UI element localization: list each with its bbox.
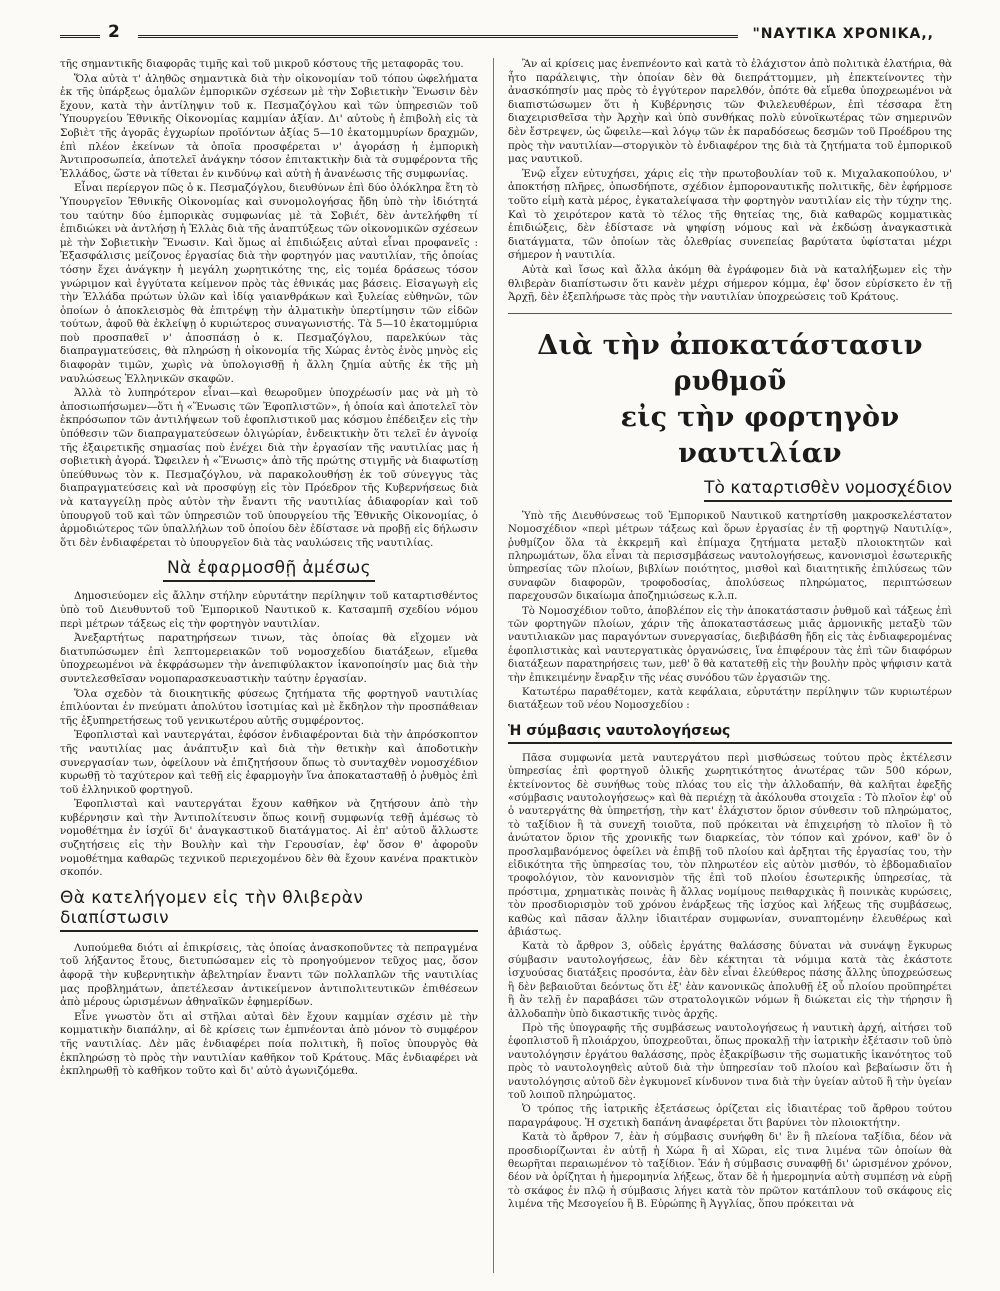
right-column bbox=[508, 58, 952, 1283]
column-divider bbox=[493, 58, 494, 1273]
article-title-line-1: Διὰ τὴν ἀποκατάστασιν ρυθμοῦ bbox=[537, 329, 923, 397]
paragraph: Ὅλα σχεδὸν τὰ διοικητικῆς φύσεως ζητήματα τῆς φορτηγοῦ ναυτιλίας ἐπιλύονται ἐν πνεύματι ἀπολύτου ἰσοτιμίας καὶ μὲ ἔκδηλον τὴν προσπάθειαν τῆς ἐξυπηρετήσεως τοῦ γενικωτέρου αὐτῆς συμφέροντος. bbox=[60, 687, 478, 727]
section-heading-apply-immediately bbox=[60, 558, 478, 580]
paragraph: Πᾶσα συμφωνία μετὰ ναυτεργάτου περὶ μισθώσεως τούτου πρὸς ἐκτέλεσιν ὑπηρεσίας ἐπὶ φορτηγοῦ ὁλικῆς χωρητικότητος ἀνωτέρας τῶν 500 κόρων, ἐκτείνοντος δὲ συνήθως τοὺς πλόας του εἰς τὴν ἀλλοδαπήν, θὰ καλῆται ἐφεξῆς «σύμβασις ναυτολογήσεως» καὶ θὰ περιέχῃ τὰ ἀκόλουθα στοιχεῖα : Τὸ πλοῖον ἐφ' οὗ ὁ ναυτεργάτης θὰ ὑπηρετήσῃ, τὴν κατ' ἐλάχιστον ὅριον σύνθεσιν τοῦ πληρώματος, τὸ ταξίδιον ἢ τὰ συνεχῆ τοιοῦτα, ποῦ πρόκειται νὰ ἐπιχειρήσῃ τὸ πλοῖον ἢ τὸ ἀνώτατον ὅριον τῆς χρονικῆς των διαρκείας, τὸν τόπον καὶ χρόνον, καθ' ὃν ὁ προσλαμβανόμενος ὀφείλει νὰ ἐπιβῇ τοῦ πλοίου καὶ ἀρξηται τῆς ἐργασίας του, τὴν εἰδικότητα τῆς ὑπηρεσίας του, τὸν πληρωτέον εἰς αὐτὸν μισθόν, τὸ ἐβδομαδιαῖον τροφολόγιον, τὸν κανονισμὸν τῆς ἐπὶ τοῦ πλοίου ἐσωτερικῆς ὑπηρεσίας, τὰ πρόστιμα, χρηματικὰς ποινὰς ἢ ἄλλας νομίμους πειθαρχικὰς ἢ ποινικὰς κυρώσεις, τὸν προσδιορισμὸν τοῦ χρόνου ἐνάρξεως τῆς ἰσχύος καὶ λήξεως τῆς συμβάσεως, καθὼς καὶ πᾶσαν ἄλλην ἰδιαιτέραν συμφωνίαν, συναπτομένην ἐλευθέρως καὶ ἀβιάστως. bbox=[508, 752, 952, 939]
paragraph: τῆς σημαντικῆς διαφορᾶς τιμῆς καὶ τοῦ μικροῦ κόστους τῆς μεταφορᾶς του. bbox=[60, 58, 464, 70]
article-title bbox=[508, 328, 952, 472]
page-header bbox=[60, 22, 952, 52]
left-column bbox=[60, 58, 478, 1283]
paragraph: Ἀνεξαρτήτως παρατηρήσεων τινων, τὰς ὁποίας θὰ εἴχομεν νὰ διατυπώσωμεν ἐπὶ λεπτομερειακῶν τοῦ νομοσχεδίου διατάξεων, εἴμεθα ὑποχρεωμένοι νὰ ἐκφράσωμεν τὴν ἀνεπιφύλακτον ἱκανοποίησίν μας διὰ τὴν συντελεσθεῖσαν νομοπαρασκευαστικὴν ταύτην ἐργασίαν. bbox=[60, 632, 478, 685]
left-intro bbox=[60, 58, 478, 550]
section-contract bbox=[508, 752, 952, 1212]
paragraph: Κατωτέρω παραθέτομεν, κατὰ κεφάλαια, εὐρυτάτην περίληψιν τῶν κυριωτέρων διατάξεων τοῦ νέου Νομοσχεδίου : bbox=[508, 686, 952, 712]
paragraph: Δημοσιεύομεν εἰς ἄλλην στήλην εὐρυτάτην περίληψιν τοῦ καταρτισθέντος ὑπὸ τοῦ Διευθυντοῦ τοῦ Ἐμπορικοῦ Ναυτικοῦ κ. Κατσαμπῆ σχεδίου νόμου περὶ μέτρων τάξεως εἰς τὴν φορτηγὸν ναυτιλίαν. bbox=[60, 590, 478, 630]
paragraph: Ὑπὸ τῆς Διευθύνσεως τοῦ Ἐμπορικοῦ Ναυτικοῦ κατηρτίσθη μακροσκελέστατον Νομοσχέδιον «περὶ μέτρων τάξεως καὶ ὅρων ἐργασίας ἐν τῇ φορτηγῷ Ναυτιλίᾳ», ῥυθμίζον ὅλα τὰ ἐκκρεμῆ καὶ ἐπίμαχα ζητήματα μεταξὺ πλοιοκτητῶν καὶ πληρωμάτων, ὅλα εἶναι τὰ περισσμβάσεως ναυτολογήσεως, κανονισμοὶ ἐσωτερικῆς ὑπηρεσίας τῶν πλοίων, βιβλίων ποιότητος, μισθοὶ καὶ διαιτητικῆς ἐπιλύσεως τῶν συναφῶν διαφορῶν, τροφοδοσίας, ἀπολύσεως πληρώματος, περιπτώσεων παρεχουσῶν δικαίωμα ἀποζημιώσεως κ.λ.π. bbox=[508, 510, 952, 603]
paragraph: Ἐνῷ εἶχεν εὐτυχήσει, χάρις εἰς τὴν πρωτοβουλίαν τοῦ κ. Μιχαλακοπούλου, ν' ἀποκτήσῃ πλῆρες, ὁπωσδήποτε, σχέδιον ἐμποροναυτικῆς πολιτικῆς, δὲν ἐφήρμοσε τοῦτο εἰμὴ κατὰ μέρος, ἐγκαταλείψασα τὴν φορτηγὸν ναυτιλίαν εἰς τὴν τύχην της. Καὶ τὸ χειρότερον κατὰ τὸ τέλος τῆς θητείας της, διὰ καθαρῶς κομματικὰς ἐπιδιώξεις, δὲν ἐδίστασε νὰ ψηφίσῃ νόμους καὶ νὰ ἐκδώσῃ ἀναγκαστικὰ διατάγματα, τῶν ὁποίων τὰς ὀλεθρίας συνεπείας βαρύτατα ὑφίσταται μέχρι σήμερον ἡ ναυτιλία. bbox=[508, 167, 952, 262]
paragraph: Κατὰ τὸ ἄρθρον 7, ἐὰν ἡ σύμβασις συνήφθη δι' ἓν ἢ πλείονα ταξίδια, δέον νὰ προσδιορίζωνται ἐν αὐτῇ ἡ Χώρα ἢ αἱ Χῶραι, εἰς τινα λιμένα τῶν ὁποίων θὰ θεωρῆται περαιωμένον τὸ ταξίδιον. Ἐάν ἡ σύμβασις συναφθῇ δι' ὡρισμένον χρόνον, δέον νὰ ὁρίζηται ἡ ἡμερομηνία λήξεως, ὅταν δὲ ἡ ἡμερομηνία αὐτὴ συμπέσῃ νὰ εὑρῇ τὸ σκάφος ἐν πλῷ ἡ σύμβασις λήγει κατὰ τὸν πρῶτον κατάπλουν τοῦ σκάφους εἰς λιμένα τῆς Μεσογείου ἢ Β. Εὐρώπης ἢ Ἀγγλίας, ὅπου πρόκειται νὰ bbox=[508, 1132, 952, 1211]
paragraph: Κατὰ τὸ ἄρθρον 3, οὐδεὶς ἐργάτης θαλάσσης δύναται νὰ συνάψῃ ἔγκυρως σύμβασιν ναυτολογήσεως, ἐὰν δὲν κέκτηται τὰ νόμιμα κατὰ τὰς ἑκάστοτε ἰσχυούσας διατάξεις προσόντα, ἐὰν δὲν εἶναι ἐλεύθερος πάσης ἄλλης ὑποχρεώσεως ἢ δὲν βεβαιοῦται δεόντως ὅτι ἐξ' ἐὰν κανονικῶς ἀπολυθῇ ἐξ οὗ πλοίου προϋπηρέτει ἢ ἂν τελῇ ἐν παραβάσει τῶν στρατολογικῶν νόμων ἢ διώκεται εἰς τὴν τήρησιν ἢ ἀλλοδαπὴν ὑπὸ δικαστικῆς τινὸς ἀρχῆς. bbox=[508, 941, 952, 1020]
paragraph: Ἂν αἱ κρίσεις μας ἐνεπνέοντο καὶ κατὰ τὸ ἐλάχιστον ἀπὸ πολιτικὰ ἐλατήρια, θὰ ἦτο παράλειψις, τὴν ὁποίαν δὲν θὰ διεπράττομμεν, μὴ ἐπεκτείνοντες τὴν ἀνασκόπησίν μας πρὸς τὸ ἐγγύτερον παρελθόν, ὁπότε θὰ εἴμεθα ὑποχρεωμένοι νὰ διαπιστώσωμεν ὅτι ἡ Κυβέρνησις τῶν Φιλελευθέρων, ἐπὶ τέσσαρα ἔτη διαχειρισθεῖσα τὴν Ἀρχὴν καὶ ὑπὸ συνθήκας πολὺ εὐνοϊκωτέρας τῶν σημερινῶν δὲν ἔστρεψεν, ὡς ὤφειλε—καὶ λόγῳ τῶν ἐκ παραδόσεως δεσμῶν τοῦ Προέδρου της πρὸς τὴν ναυτιλίαν—στοργικὸν τὸ ἐνδιαφέρον της διὰ τὰ ζητήματα τοῦ ἐμπορικοῦ μας ναυτικοῦ. bbox=[508, 58, 952, 166]
paragraph: Ὅλα αὐτὰ τ' ἀληθῶς σημαντικὰ διὰ τὴν οἰκονομίαν τοῦ τόπου ὠφελήματα ἐκ τῆς ὑπάρξεως ὁμαλῶν ἐμπορικῶν σχέσεων μὲ τὴν Σοβιετικὴν Ἕνωσιν δὲν ἔχουν, κατὰ τὴν ἀντίληψιν τοῦ κ. Πεσμαζόγλου καὶ τῶν ὑπηρεσιῶν τοῦ Ὑπουργείου Ἐθνικῆς Οἰκονομίας καμμίαν ἀξίαν. Δι' αὐτοὺς ἡ ἐπιβολὴ εἰς τὰ Σοβιὲτ τῆς ἀγορᾶς ἐγχωρίων προϊόντων ἀξίας 5—10 ἑκατομμυρίων δραχμῶν, ἐπὶ πλέον ἐκείνων τὰ ὁποῖα προσφέρεται ν' ἀγοράσῃ ἡ ἐμπορικὴ Ἀντιπροσωπεία, ἀποτελεῖ ἀνάγκην τόσον ἐπιτακτικὴν διὰ τὰ συμφέροντα τῆς Ἑλλάδος, ὥστε νὰ τίθεται ἐν κινδύνῳ καὶ αὐτὴ ἡ ἀνανέωσις τῆς συμφωνίας. bbox=[60, 72, 478, 180]
section-apply-immediately bbox=[60, 590, 478, 879]
article-body bbox=[508, 510, 952, 713]
section-sad-conclusion bbox=[60, 942, 478, 1079]
paragraph: Ἀλλὰ τὸ λυπηρότερον εἶναι—καὶ θεωροῦμεν ὑποχρέωσίν μας νὰ μὴ τὸ ἀποσιωπήσωμεν—ὅτι ἡ «Ἕνωσις τῶν Ἐφοπλιστῶν», ἡ ὁποία καὶ ἀποτελεῖ τὸν ἐκπρόσωπον τῶν ἀντιλήψεων τοῦ ἐφοπλιστικοῦ μας κόσμου ἐπέδειξεν εἰς τὴν ὑπόθεσιν τῶν διαπραγματεύσεων ὀλιγώρίαν, ἐνδεικτικὴν ὅτι τελεῖ ἐν ἀγνοίᾳ τῆς ἐξαιρετικῆς σημασίας ποὺ ἐνέχει διὰ τὴν ἐργασίαν τῆς ναυτιλίας μας ἡ σοβιετικὴ ἀγορά. Ὤφειλεν ἡ «Ἕνωσις» ἀπὸ τῆς πρώτης στιγμῆς νὰ διαφωτίσῃ ὑπεύθυνως τὸν κ. Πεσμαζόγλου, νὰ παρακολουθήσῃ ἐκ τοῦ σύνεγγυς τὰς διαπραγματεύσεις καὶ νὰ προσφύγῃ εἰς τὸν Πρόεδρον τῆς Κυβερνήσεως διὰ νὰ καταγγείλῃ πρὸς αὐτὸν τὴν ἔναντι τῆς ναυτιλίας ἀδιαφορίαν καὶ τοῦ ὑπουργοῦ τοῦ καὶ τῶν ὑπηρεσιῶν τοῦ ὑπουργείου τῆς Ἐθνικῆς Οἰκονομίας, ὁ ἁρμοδιώτερος τῶν ὑπαλλήλων τοῦ ὁποίου δὲν ἐδίστασε νὰ προβῇ εἰς δήλωσιν ὅτι δὲν ἐνδιαφέρεται τὸ ὑπουργεῖον διὰ τὰς ναυλώσεις τῆς ναυτιλίας. bbox=[60, 387, 478, 549]
article-subtitle bbox=[508, 478, 952, 498]
page-number: 2 bbox=[108, 22, 120, 42]
header-rule-left bbox=[60, 35, 100, 38]
paragraph: Τὸ Νομοσχέδιον τοῦτο, ἀποβλέπον εἰς τὴν ἀποκατάστασιν ῥυθμοῦ καὶ τάξεως ἐπὶ τῶν φορτηγῶν πλοίων, χάριν τῆς ἀποκαταστάσεως μιᾶς ἁρμονικῆς μεταξὺ τῶν ναυτιλιακῶν μας παραγόντων συνεργασίας, διεβιβάσθη ἤδη εἰς τὰς ἐνδιαφερομένας ἐφοπλιστικὰς καὶ ναυτεργατικὰς ὀργανώσεις, ἵνα ἐπιφέρουν τὰς ἐπὶ τῶν διαφόρων διατάξεων παρατηρήσεις των, μεθ' ὃ θὰ κατατεθῇ εἰς τὴν βουλὴν πρὸς ψήφισιν κατὰ τὴν ἐπικειμένην ἔναρξιν τῆς νέας συνόδου τῶν ἐργασιῶν της. bbox=[508, 605, 952, 684]
article-top-rule bbox=[508, 313, 952, 314]
paragraph: Αὐτὰ καὶ ἴσως καὶ ἄλλα ἀκόμη θὰ ἐγράφομεν διὰ νὰ καταλήξωμεν εἰς τὴν θλιβερὰν διαπίστωσιν ὅτι κανὲν μέχρι σήμερον κόμμα, ἐφ' ὅσον εὑρίσκετο ἐν τῇ Ἀρχῇ, δὲν ἐξεπλήρωσε τὰς πρὸς τὴν ναυτιλίαν ὑποχρεώσεις τοῦ Κράτους. bbox=[508, 263, 952, 304]
paragraph: Εἶνε γνωστὸν ὅτι αἱ στῆλαι αὐταὶ δὲν ἔχουν καμμίαν σχέσιν μὲ τὴν κομματικὴν διαπάλην, αἱ δὲ κρίσεις των ἐμπνέονται ἀπὸ μόνον τὸ συμφέρον τῆς ναυτιλίας. Δὲν μᾶς ἐνδιαφέρει ποία πολιτικὴ, ἢ ποῖος ὑπουργὸς θὰ ἐκπληρώσῃ τὸ πρὸς τὴν ναυτιλίαν καθῆκον τοῦ Κράτους. Μᾶς ἐνδιαφέρει νὰ ἐκπληρωθῇ τὸ καθῆκον τοῦτο καὶ δι' αὐτὸ ἀγωνιζόμεθα. bbox=[60, 1010, 478, 1078]
section-heading-sad-conclusion: Θὰ κατελήγομεν εἰς τὴν θλιβερὰν διαπίστωσιν bbox=[60, 888, 478, 932]
newspaper-name: "ΝΑΥΤΙΚΑ ΧΡΟΝΙΚΑ,, bbox=[752, 26, 934, 42]
paragraph: Πρὸ τῆς ὑπογραφῆς τῆς συμβάσεως ναυτολογήσεως ἡ ναυτικὴ ἀρχή, αἰτήσει τοῦ ἐφοπλιστοῦ ἢ πλοιάρχου, ὑποχρεοῦται, ὅπως προκαλῇ τὴν ἰατρικὴν ἐξέτασιν τοῦ ὑπὸ ναυτολόγησιν ἐργάτου θαλάσσης, πρὸς ἐξακρίβωσιν τῆς σωματικῆς ἱκανότητος τοῦ πρὸς τὸ ναυτολογηθεὶς αὐτοῦ διὰ τὴν ὑπηρεσίαν τοῦ πλοίου καὶ βεβαίωσιν ὅτι ἡ ναυτολόγησις αὐτοῦ δὲν ἐγκυμονεῖ κίνδυνον τινα διὰ τὴν ὑγείαν αὐτοῦ ἢ τὴν ὑγείαν τοῦ λοιποῦ πληρώματος. bbox=[508, 1022, 952, 1101]
paragraph: Λυπούμεθα διότι αἱ ἐπικρίσεις, τὰς ὁποίας ἀνασκοποῦντες τὰ πεπραγμένα τοῦ λήξαντος ἔτους, διετυπώσαμεν εἰς τὸ προηγούμενον τεῦχος μας, ὅσον ἀφορᾷ τὴν κυβερνητικὴν ἀβελτηρίαν ἔναντι τῶν πολλαπλῶν τῆς ναυτιλίας μας προβλημάτων, ἀπετέλεσαν ἀντικείμενον ἀντιπολιτευτικῶν ἐπιθέσεων ἀπὸ μέρους ὡρισμένων ἀθηναϊκῶν ἐφημερίδων. bbox=[60, 941, 478, 1009]
paragraph: Ὁ τρόπος τῆς ἰατρικῆς ἐξετάσεως ὁρίζεται εἰς ἰδιαιτέρας τοῦ ἄρθρου τούτου παραγράφους. Ἡ σχετικὴ δαπάνη ἀναφέρεται ὅτι βαρύνει τὸν πλοιοκτήτην. bbox=[508, 1104, 952, 1129]
paragraph: Ἐφοπλισταὶ καὶ ναυτεργάται, ἐφόσον ἐνδιαφέρονται διὰ τὴν ἀπρόσκοπτον τῆς ναυτιλίας μας ἀνάπτυξιν καὶ διὰ τὴν θετικὴν καὶ ἀποδοτικὴν συνεργασίαν των, ὀφείλουν νὰ ἐπιζητήσουν ὅπως τὸ συνταχθὲν νομοσχέδιον κυρωθῇ τὸ ταχύτερον καὶ τεθῇ εἰς ἐφαρμογὴν ἵνα ἀποκατασταθῇ ὁ ῥυθμὸς ἐπὶ τοῦ ἑλληνικοῦ φορτηγοῦ. bbox=[60, 729, 478, 796]
header-rule-middle bbox=[138, 35, 738, 38]
article-title-line-2: εἰς τὴν φορτηγὸν ναυτιλίαν bbox=[620, 401, 900, 469]
section-heading-contract: Ἡ σύμβασις ναυτολογήσεως bbox=[508, 723, 952, 744]
paragraph: Ἐφοπλισταὶ καὶ ναυτεργάται ἔχουν καθῆκον νὰ ζητήσουν ἀπὸ τὴν κυβέρνησιν καὶ τὴν Ἀντιπολίτευσιν ὅπως κοινῇ συμφωνίᾳ τεθῇ ἀμέσως τὸ νομοθέτημα ἐν ἰσχύϊ δι' ἀναγκαστικοῦ διατάγματος. Αἱ ἐπ' αὐτοῦ ἄλλωστε συζητήσεις εἰς τὴν Βουλὴν καὶ τὴν Γερουσίαν, ἐφ' ὅσον θ' ἀφοροῦν νομοθέτημα καθαρῶς τεχνικοῦ περιεχομένου δὲν θὰ ἔχουν κανένα πρακτικὸν σκοπόν. bbox=[60, 798, 478, 879]
section-heading-text: Νὰ ἐφαρμοσθῇ ἀμέσως bbox=[163, 558, 375, 582]
paragraph: Εἶναι περίεργον πῶς ὁ κ. Πεσμαζόγλου, διευθύνων ἐπὶ δύο ὁλόκληρα ἔτη τὸ Ὑπουργεῖον Ἐθνικῆς Οἰκονομίας καὶ συνομολογήσας ἤδη ὑπὸ τὴν ἰδιότητά του ταύτην δύο ἐμπορικὰς συμφωνίας μὲ τὰ Σοβιέτ, δὲν ἀντελήφθη τί ἐπιδιώκει νὰ ἀντλήσῃ ἡ Ἑλλὰς διὰ τῆς ἀναπτύξεως τῶν οἰκονομικῶν σχέσεων μὲ τὴν Σοβιετικὴν Ἕνωσιν. Καὶ ὅμως αἱ ἐπιδιώξεις αὐταὶ εἶναι προφανεῖς : Ἐξασφάλισις μείζονος ἐργασίας διὰ τὴν φορτηγόν μας ναυτιλίαν, τῆς ὁποίας τόσην ἔχει ἀνάγκην ἡ μεγάλη χωρητικότης της, εἰς τομέα δράσεως τόσον γνώριμον καὶ ἐγγύτατα κείμενον πρὸς τὰς ἐθνικάς μας βάσεις. Εἰσαγωγὴ εἰς τὴν Ἑλλάδα πρώτων ὑλῶν καὶ ἰδίᾳ γαιανθράκων καὶ ξυλείας εὐθηνῶν, τῶν ὁποίων ὁ ἀποκλεισμὸς θὰ ἐπιτρέψῃ τὴν ἀλματικὴν ὑπερτίμησιν τῶν εἰδῶν τούτων, ἀφοῦ θὰ ἐκλείψῃ ὁ κυριώτερος συναγωνιστής. Τὰ 5—10 ἑκατομμύρια ποὺ προσπαθεῖ ν' ἀποσπάσῃ ὁ κ. Πεσμαζόγλου, παρελκύων τὰς διαπραγματεύσεις, θὰ πληρώσῃ ἡ οἰκονομία τῆς Χώρας ἐντὸς ἑνὸς μηνὸς εἰς διαφορὰν τιμῶν, χωρὶς νὰ ὑπολογισθῇ ἡ ἄλλη ζημία αὐτῆς ἐκ τῆς μὴ ναυλώσεως Ἑλληνικῶν σκαφῶν. bbox=[60, 182, 478, 385]
article-subtitle-text: Τὸ καταρτισθὲν νομοσχέδιον bbox=[704, 478, 952, 502]
right-intro bbox=[508, 58, 952, 305]
